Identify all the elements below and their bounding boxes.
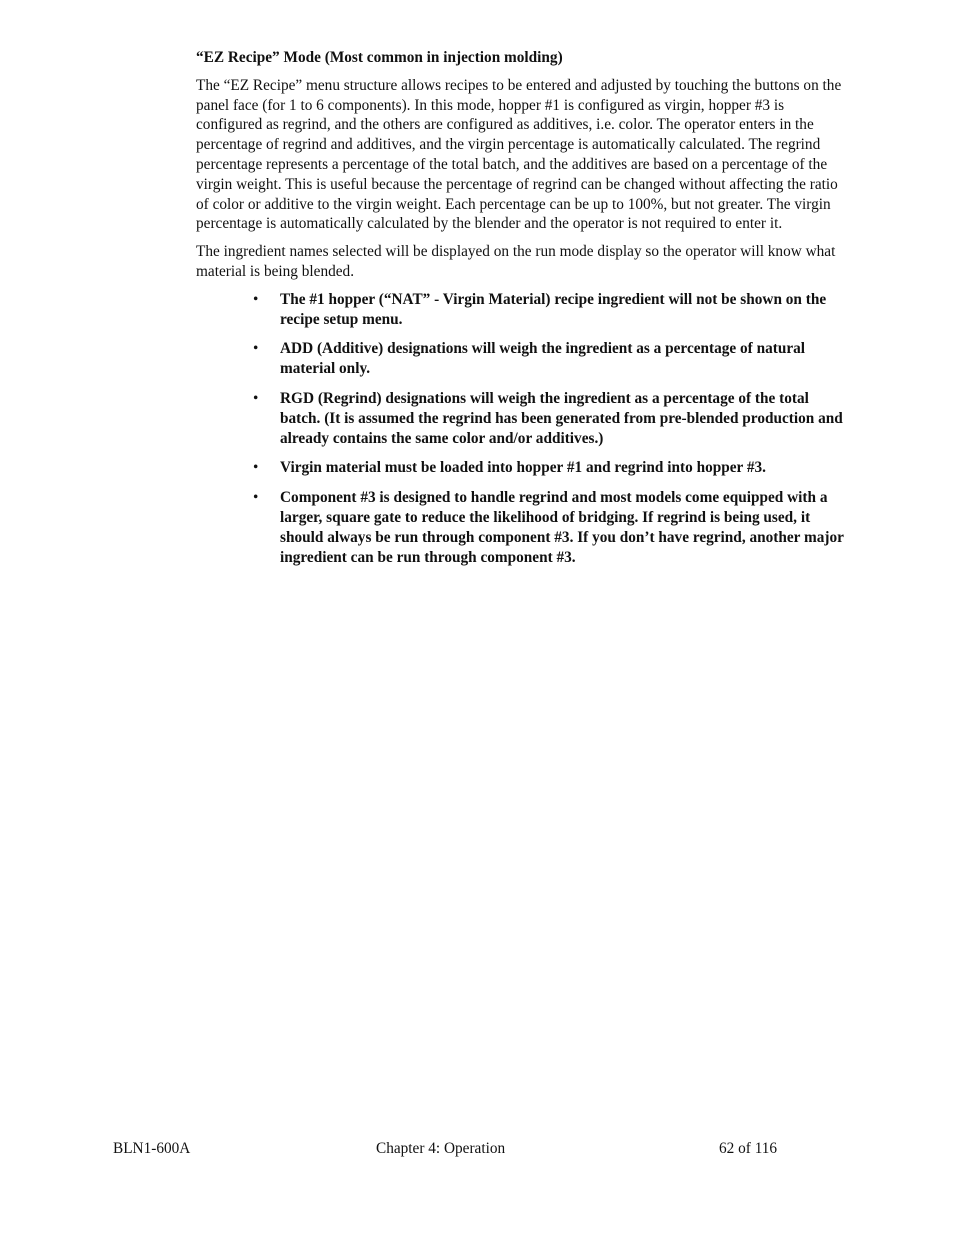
bullet-icon: • — [253, 489, 259, 507]
footer-page-number: 62 of 116 — [719, 1140, 778, 1157]
footer-document-id: BLN1-600A — [113, 1140, 191, 1157]
bullet-icon: • — [253, 340, 259, 358]
list-item — [196, 290, 846, 330]
page-content — [196, 48, 846, 577]
list-item — [196, 339, 846, 379]
bullet-list — [196, 290, 846, 568]
list-item-text: Virgin material must be loaded into hopper #1 and regrind into hopper #3. — [280, 459, 767, 477]
list-item-text: ADD (Additive) designations will weigh the ingredient as a percentage of natural material only. — [280, 340, 806, 378]
body-paragraph-intro: The “EZ Recipe” menu structure allows recipes to be entered and adjusted by touching the buttons on the panel face (for 1 to 6 components). In this mode, hopper #1 is configured as virgin, hopper #3 is configured as regrind, and the others are configured as additives, i.e. color. The operator enters in the percentage of regrind and additives, and the virgin percentage is automatically calculated. The regrind percentage represents a percentage of the total batch, and the additives are based on a percentage of the virgin weight. This is useful because the percentage of regrind can be changed without affecting the ratio of color or additive to the virgin weight. Each percentage can be up to 100%, but not greater. The virgin percentage is automatically calculated by the blender and the operator is not required to enter it. — [196, 76, 842, 233]
bullet-icon: • — [253, 389, 259, 407]
footer-chapter: Chapter 4: Operation — [376, 1140, 506, 1157]
body-paragraph-ingredient-names: The ingredient names selected will be displayed on the run mode display so the operator will know what material is being blended. — [196, 243, 836, 280]
list-item-text: RGD (Regrind) designations will weigh the ingredient as a percentage of the total batch. (It is assumed the regrind has been generated from pre-blended production and already contains the same color and/or additives.) — [280, 389, 843, 447]
bullet-icon: • — [253, 459, 259, 477]
list-item — [196, 488, 846, 567]
list-item-text: Component #3 is designed to handle regrind and most models come equipped with a larger, square gate to reduce the likelihood of bridging. If regrind is being used, it should always be run through component #3. If you don’t have regrind, another major ingredient can be run through component #3. — [280, 489, 844, 566]
list-item — [196, 389, 846, 448]
list-item-text: The #1 hopper (“NAT” - Virgin Material) recipe ingredient will not be shown on the recipe setup menu. — [280, 290, 827, 328]
section-heading: “EZ Recipe” Mode (Most common in injection molding) — [196, 49, 563, 66]
bullet-icon: • — [253, 290, 259, 308]
list-item — [196, 458, 846, 478]
